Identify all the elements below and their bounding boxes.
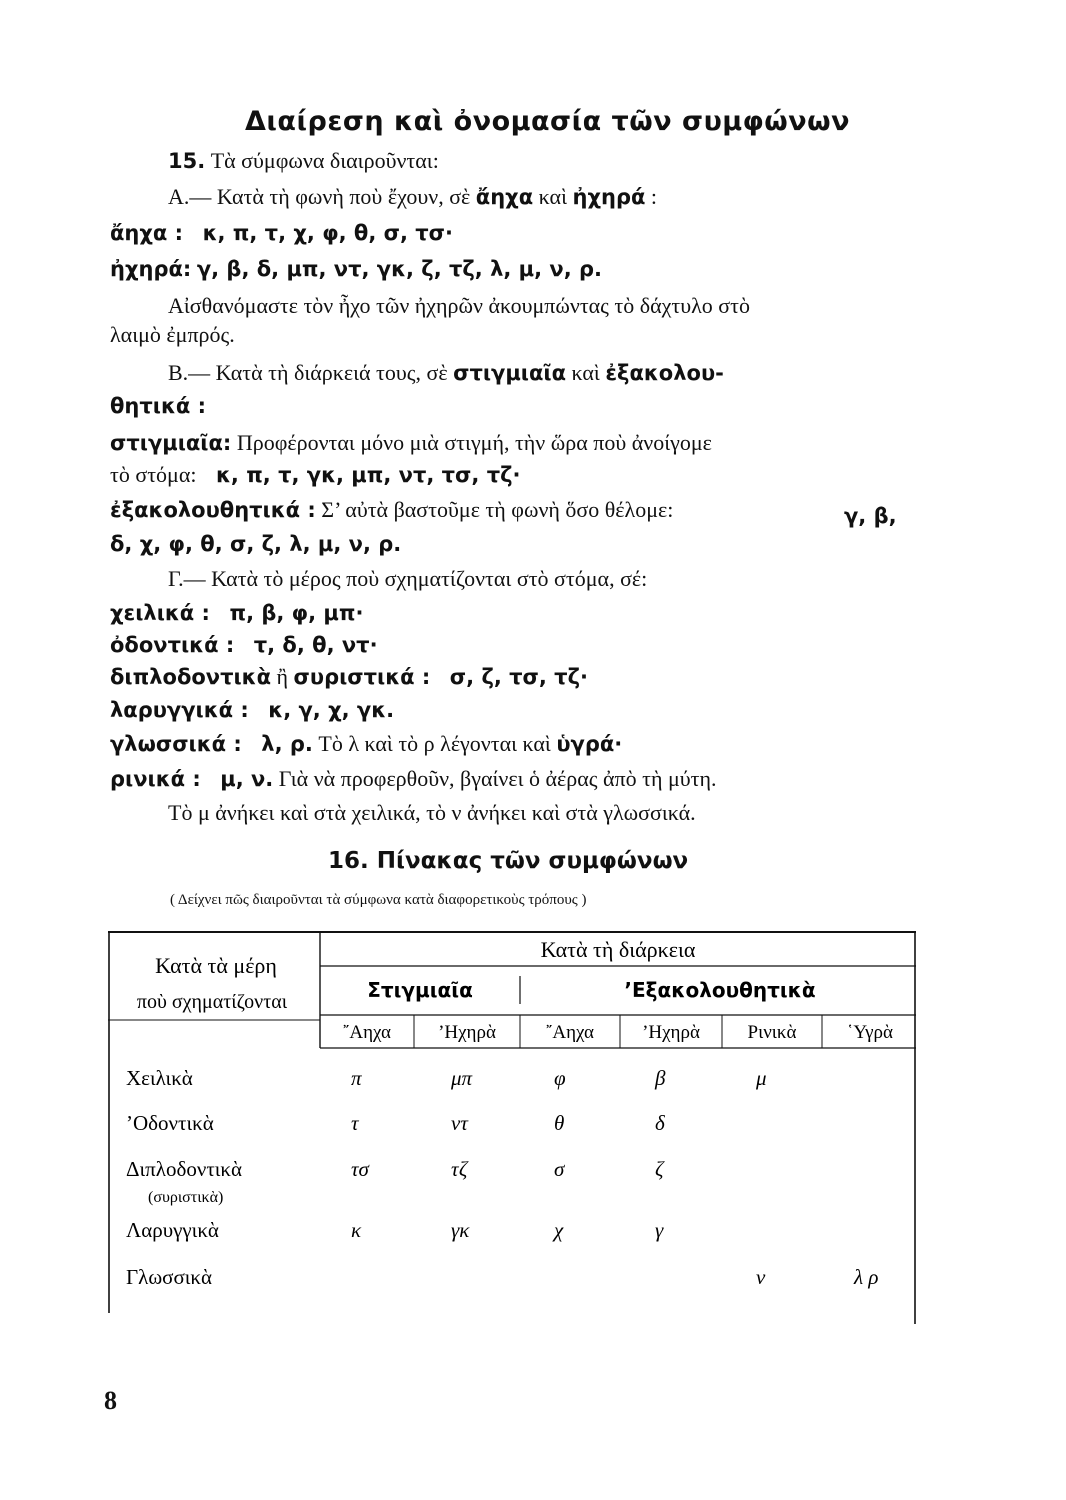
cheil-label: χειλικά : — [110, 601, 210, 625]
last-line: Τὸ μ ἀνήκει καὶ στὰ χειλικά, τὸ ν ἀνήκει καὶ στὰ γλωσσικά. — [168, 800, 696, 825]
column-header: ῎Αηχα — [546, 1022, 594, 1043]
table-cell: τ — [351, 1111, 359, 1135]
a-colon: : — [650, 184, 658, 209]
odont-list: τ, δ, θ, ντ· — [253, 633, 378, 657]
note1-line-b: λαιμὸ ἐμπρός. — [110, 322, 235, 347]
s15-a-line — [168, 184, 657, 210]
stig-label: στιγμιαῖα: — [110, 431, 232, 455]
dipl-label-2: συριστικά : — [293, 665, 431, 689]
laryg-line — [110, 697, 394, 723]
group-exakolouthitika: ’Εξακολουθητικὰ — [624, 978, 816, 1002]
duration-header: Κατὰ τὴ διάρκεια — [540, 937, 696, 962]
row-sublabel: (συριστικὰ) — [148, 1189, 224, 1206]
aicha-label: ἄηχα : — [110, 221, 184, 245]
stig-text: Προφέρονται μόνο μιὰ στιγμή, τὴν ὥρα ποὺ ἀνοίγομε — [236, 430, 712, 455]
exak-list-1: γ, β, — [844, 504, 897, 528]
column-headers — [343, 1022, 893, 1043]
column-header: ῎Αηχα — [343, 1022, 391, 1043]
row-label: Γλωσσικὰ — [126, 1265, 213, 1289]
table-cell: δ — [655, 1111, 665, 1135]
table-cell: μπ — [451, 1066, 473, 1090]
laryg-label: λαρυγγικά : — [110, 698, 249, 722]
cheil-line — [110, 600, 363, 626]
rowhead-line-2: ποὺ σχηματίζονται — [136, 991, 288, 1013]
table-cell: κ — [351, 1218, 362, 1242]
c-lead: Γ.— Κατὰ τὸ μέρος ποὺ σχηματίζονται στὸ στόμα, σέ: — [168, 566, 648, 591]
row-label: Λαρυγγικὰ — [126, 1218, 219, 1242]
dipl-line — [110, 664, 588, 690]
note1-line-a: Αἰσθανόμαστε τὸν ἦχο τῶν ἠχηρῶν ἀκουμπώντας τὸ δάχτυλο στὸ — [168, 293, 750, 318]
b-lead: Β.— Κατὰ τὴ διάρκειά τους, σὲ — [168, 360, 448, 385]
b-term-stig: στιγμιαῖα — [453, 361, 567, 385]
aicha-line — [110, 220, 453, 246]
table-cell: τζ — [451, 1157, 468, 1181]
table-cell: ζ — [655, 1157, 664, 1181]
table-cell: ν — [756, 1265, 766, 1289]
table-cell: λ ρ — [854, 1265, 879, 1289]
dipl-or: ἢ — [276, 664, 289, 689]
stig-line-2 — [110, 462, 520, 488]
exak-list-2: δ, χ, φ, θ, σ, ζ, λ, μ, ν, ρ. — [110, 532, 402, 556]
gloss-label: γλωσσικά : — [110, 732, 242, 756]
rowhead-line-1: Κατὰ τὰ μέρη — [155, 953, 277, 978]
table-cell: θ — [554, 1111, 565, 1135]
a-lead: Α.— Κατὰ τὴ φωνὴ ποὺ ἔχουν, σὲ — [168, 184, 471, 209]
b-term-exak-b: θητικά : — [110, 394, 207, 418]
a-term-ichira: ἠχηρά — [572, 185, 646, 209]
table-cell: ντ — [451, 1111, 468, 1135]
s15-number: 15. — [168, 149, 206, 173]
b-and: καὶ — [571, 360, 600, 385]
rin-label: ρινικά : — [110, 767, 201, 791]
table-cell: σ — [554, 1157, 565, 1181]
table-cell: χ — [554, 1218, 564, 1242]
row-label: Διπλοδοντικὰ — [126, 1157, 243, 1181]
stig-list: κ, π, τ, γκ, μπ, ντ, τσ, τζ· — [215, 463, 521, 487]
table-body — [126, 1066, 878, 1289]
table-cell: β — [655, 1066, 666, 1090]
rin-text: Γιὰ νὰ προφερθοῦν, βγαίνει ὁ ἀέρας ἀπὸ τὴ μύτη. — [278, 766, 717, 791]
gloss-text: Τὸ λ καὶ τὸ ρ λέγονται καὶ — [318, 731, 551, 756]
s15-intro-line — [168, 148, 439, 174]
row-label: Χειλικὰ — [126, 1066, 193, 1090]
group-stigmiaia: Στιγμιαῖα — [367, 978, 473, 1002]
aicha-list: κ, π, τ, χ, φ, θ, σ, τσ· — [202, 221, 454, 245]
s15-b-line — [168, 360, 724, 386]
dipl-list: σ, ζ, τσ, τζ· — [449, 665, 588, 689]
row-label: ’Οδοντικὰ — [126, 1111, 214, 1135]
rin-line — [110, 766, 717, 792]
column-header: ’Ηχηρὰ — [642, 1022, 700, 1043]
ichira-label: ἠχηρά: — [110, 257, 192, 281]
a-and: καὶ — [538, 184, 567, 209]
stig-text-2: τὸ στόμα: — [110, 462, 197, 487]
table-cell: π — [351, 1066, 362, 1090]
table-cell: μ — [756, 1066, 767, 1090]
exak-label: ἐξακολουθητικά : — [110, 498, 316, 522]
column-header: Ρινικὰ — [747, 1022, 797, 1043]
laryg-list: κ, γ, χ, γκ. — [268, 698, 395, 722]
table-cell: φ — [554, 1066, 566, 1090]
table-cell: γκ — [451, 1218, 470, 1242]
a-term-aicha: ἄηχα — [475, 185, 534, 209]
column-header: ’Ηχηρὰ — [438, 1022, 496, 1043]
column-header: ῾Υγρὰ — [847, 1022, 893, 1043]
ichira-list: γ, β, δ, μπ, ντ, γκ, ζ, τζ, λ, μ, ν, ρ. — [196, 257, 603, 281]
ichira-line — [110, 256, 602, 282]
s16-note: ( Δείχνει πῶς διαιροῦνται τὰ σύμφωνα κατὰ διαφορετικοὺς τρόπους ) — [170, 892, 587, 908]
gloss-line — [110, 731, 622, 757]
odont-line — [110, 632, 378, 658]
b-term-exak-a: ἐξακολου- — [605, 361, 724, 385]
consonant-table-svg — [108, 928, 918, 1324]
exak-text: Σ’ αὐτὰ βαστοῦμε τὴ φωνὴ ὅσο θέλομε: — [321, 497, 674, 522]
consonant-table — [108, 928, 918, 1324]
rin-list: μ, ν. — [220, 767, 274, 791]
s15-intro: Τὰ σύμφωνα διαιροῦνται: — [210, 148, 439, 173]
stig-line — [110, 430, 712, 456]
s16-title: 16. Πίνακας τῶν συμφώνων — [328, 848, 689, 874]
gloss-list: λ, ρ. — [261, 732, 313, 756]
exak-line — [110, 497, 673, 523]
page-title: Διαίρεση καὶ ὀνομασία τῶν συμφώνων — [245, 106, 851, 137]
gloss-term: ὑγρά· — [556, 732, 623, 756]
table-cell: γ — [655, 1218, 664, 1242]
table-cell: τσ — [351, 1157, 369, 1181]
dipl-label: διπλοδοντικὰ — [110, 665, 272, 689]
cheil-list: π, β, φ, μπ· — [229, 601, 364, 625]
page-number: 8 — [104, 1386, 117, 1415]
odont-label: ὀδοντικά : — [110, 633, 235, 657]
